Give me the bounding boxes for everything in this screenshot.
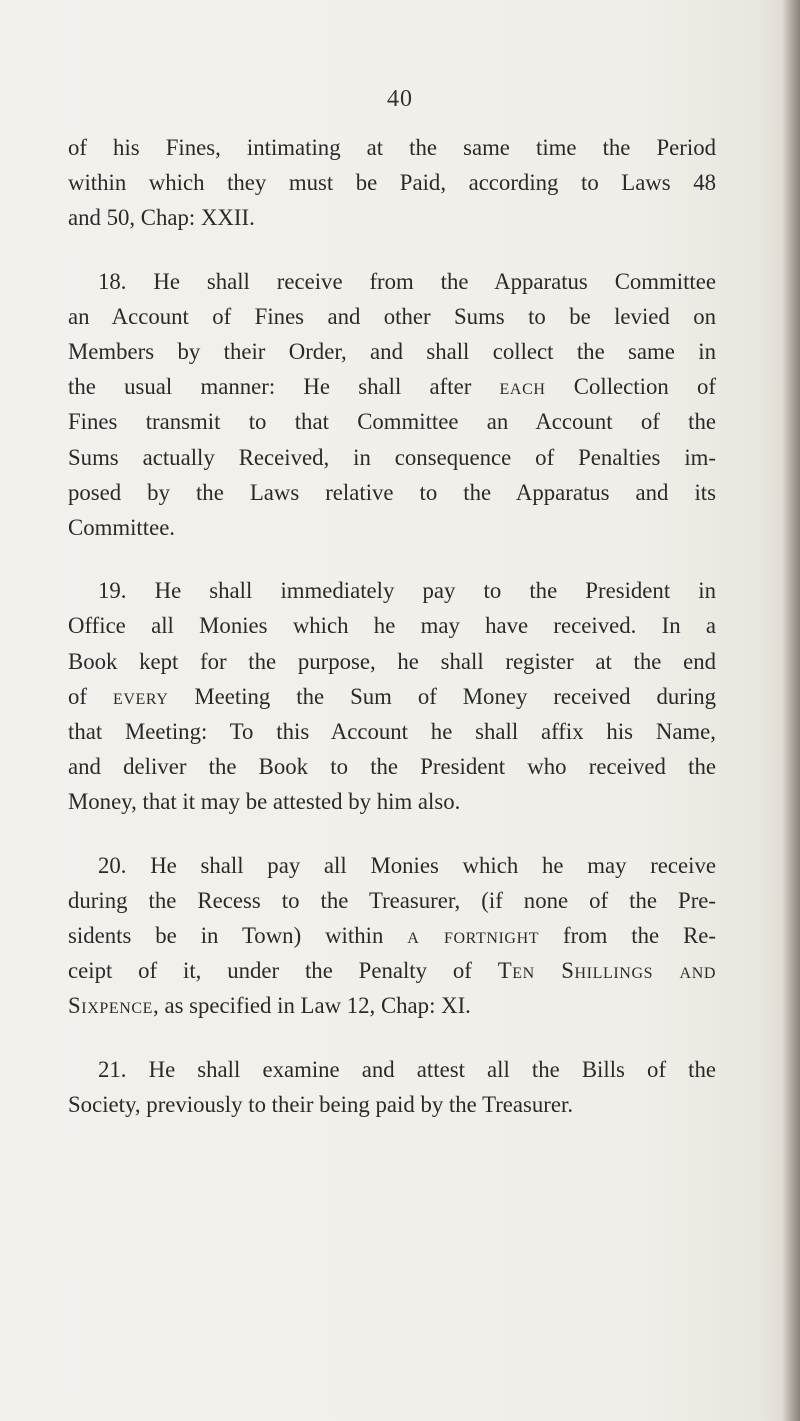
text-line: Fines transmit to that Committee an Account of the: [68, 409, 716, 435]
text-line: 19. He shall immediately pay to the President in: [98, 578, 716, 604]
text-fragment: Meeting the Sum of Money received during: [194, 683, 716, 709]
paragraph-21: [68, 1052, 716, 1122]
text-line: an Account of Fines and other Sums to be levied on: [68, 303, 716, 329]
text-line: and 50, Chap: XXII.: [68, 205, 255, 231]
small-caps-phrase: Ten Shillings and: [497, 958, 717, 984]
text-line: 21. He shall examine and attest all the Bills of the: [98, 1056, 716, 1082]
page-number: 40: [387, 86, 413, 112]
text-line: [68, 953, 716, 988]
text-line: Committee.: [68, 515, 176, 541]
paragraph-20: [68, 848, 716, 1024]
text-line: during the Recess to the Treasurer, (if none of the Pre-: [68, 887, 716, 913]
small-caps-word: every: [112, 683, 169, 709]
paragraph-continuation: [68, 130, 716, 236]
body-text: [68, 130, 716, 1150]
binding-shadow: [782, 0, 800, 1421]
text-line: [68, 679, 716, 714]
text-fragment: ceipt of it, under the Penalty of: [68, 958, 472, 984]
text-fragment: Collection of: [573, 374, 716, 400]
paragraph-19: [68, 573, 716, 819]
text-fragment: sidents be in Town) within: [68, 923, 384, 949]
text-line: 18. He shall receive from the Apparatus Committee: [98, 268, 716, 294]
text-fragment: of: [68, 683, 87, 709]
text-fragment: , as specified in Law 12, Chap: XI.: [153, 993, 471, 1019]
text-line: Book kept for the purpose, he shall register at the end: [68, 648, 716, 674]
text-line: Office all Monies which he may have received. In a: [68, 613, 716, 639]
text-line: Society, previously to their being paid by the Treasurer.: [68, 1091, 574, 1117]
paragraph-18: [68, 264, 716, 546]
text-line: posed by the Laws relative to the Apparatus and its: [68, 479, 716, 505]
text-line: Members by their Order, and shall collect the same in: [68, 339, 716, 365]
text-line: Sums actually Received, in consequence of Penalties im-: [68, 444, 716, 470]
small-caps-phrase: a fortnight: [407, 923, 540, 949]
text-line: and deliver the Book to the President who received the: [68, 754, 716, 780]
text-line: Money, that it may be attested by him also.: [68, 789, 461, 815]
text-fragment: from the Re-: [563, 923, 716, 949]
text-line: of his Fines, intimating at the same time the Period: [68, 135, 716, 160]
text-line: [68, 988, 716, 1023]
small-caps-word: each: [499, 374, 546, 400]
text-line: within which they must be Paid, according to Laws 48: [68, 170, 716, 196]
text-line: [68, 369, 716, 404]
text-line: [68, 918, 716, 953]
text-line: that Meeting: To this Account he shall affix his Name,: [68, 719, 716, 745]
text-fragment: the usual manner: He shall after: [68, 374, 472, 400]
small-caps-phrase: Sixpence: [68, 993, 154, 1019]
text-line: 20. He shall pay all Monies which he may receive: [98, 852, 716, 878]
